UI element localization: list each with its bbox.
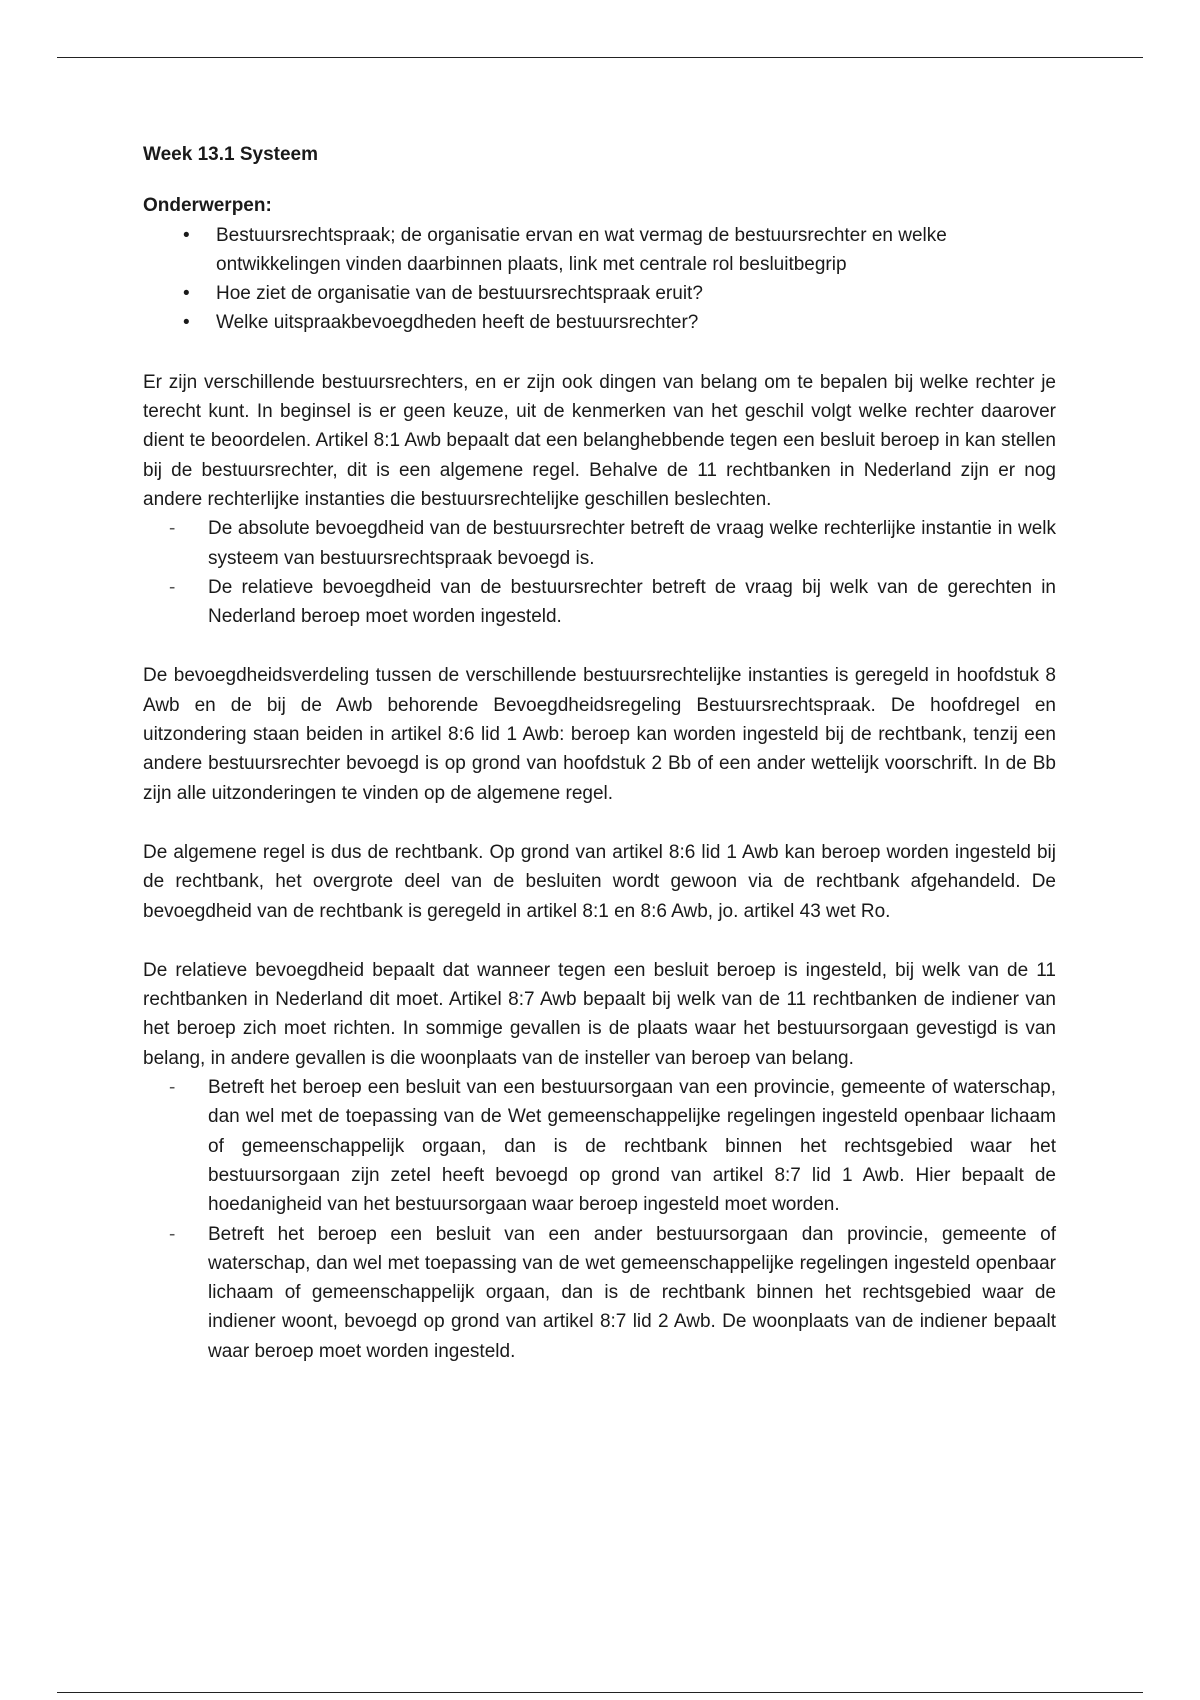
competence-list [143,514,1056,631]
dash-icon: - [169,1223,176,1245]
topic-text: Welke uitspraakbevoegdheden heeft de bestuursrechter? [216,312,699,334]
dash-icon: - [169,576,176,598]
footer-rule [57,1692,1143,1693]
paragraph: De relatieve bevoegdheid bepaalt dat wanneer tegen een besluit beroep is ingesteld, bij welk van de 11 rechtbanken in Nederland dit moet. Artikel 8:7 Awb bepaalt bij welk van de 11 rechtbanken de indiener van het beroep zich moet richten. In sommige gevallen is de plaats waar het bestuursorgaan gevestigd is van belang, in andere gevallen is die woonplaats van de insteller van beroep van belang. [143,959,1056,1069]
relative-competence-list [143,1073,1056,1366]
topics-heading: Onderwerpen: [143,195,272,217]
topics-list [143,221,1056,338]
list-item [143,1220,1056,1366]
document-body [143,140,1056,1366]
topic-text: Hoe ziet de organisatie van de bestuursrechtspraak eruit? [216,283,703,305]
dash-icon: - [169,1077,176,1099]
list-item [143,514,1056,573]
list-item [143,279,1056,308]
list-item-text: De relatieve bevoegdheid van de bestuursrechter betreft de vraag bij welk van de gerechten in Nederland beroep moet worden ingesteld. [208,576,1056,628]
bullet-icon: • [183,283,190,305]
paragraph: De bevoegdheidsverdeling tussen de verschillende bestuursrechtelijke instanties is geregeld in hoofdstuk 8 Awb en de bij de Awb behorende Bevoegdheidsregeling Bestuursrechtspraak. De hoofdregel en uitzondering staan beiden in artikel 8:6 lid 1 Awb: beroep kan worden ingesteld bij de rechtbank, tenzij een andere bestuursrechter bevoegd is op grond van hoofdstuk 2 Bb of een ander wettelijk voorschrift. In de Bb zijn alle uitzonderingen te vinden op de algemene regel. [143,665,1056,804]
dash-icon: - [169,518,176,540]
list-item [143,308,1056,337]
list-item [143,573,1056,632]
list-item [143,1073,1056,1219]
list-item-text: De absolute bevoegdheid van de bestuursrechter betreft de vraag welke rechterlijke instantie in welk systeem van bestuursrechtspraak bevoegd is. [208,518,1056,569]
paragraph: De algemene regel is dus de rechtbank. Op grond van artikel 8:6 lid 1 Awb kan beroep worden ingesteld bij de rechtbank, het overgrote deel van de besluiten wordt gewoon via de rechtbank afgehandeld. De bevoegdheid van de rechtbank is geregeld in artikel 8:1 en 8:6 Awb, jo. artikel 43 wet Ro. [143,841,1056,922]
bullet-icon: • [183,312,190,334]
bullet-icon: • [183,224,190,246]
paragraph: Er zijn verschillende bestuursrechters, en er zijn ook dingen van belang om te bepalen bij welke rechter je terecht kunt. In beginsel is er geen keuze, uit de kenmerken van het geschil volgt welke rechter daarover dient te beoordelen. Artikel 8:1 Awb bepaalt dat een belanghebbende tegen een besluit beroep in kan stellen bij de bestuursrechter, dit is een algemene regel. Behalve de 11 rechtbanken in Nederland zijn er nog andere rechterlijke instanties die bestuursrechtelijke geschillen beslechten. [143,371,1056,510]
topic-text: Bestuursrechtspraak; de organisatie ervan en wat vermag de bestuursrechter en welke ontwikkelingen vinden daarbinnen plaats, link met centrale rol besluitbegrip [216,224,947,275]
list-item-text: Betreft het beroep een besluit van een ander bestuursorgaan dan provincie, gemeente of waterschap, dan wel met toepassing van de wet gemeenschappelijke regelingen ingesteld openbaar lichaam of gemeenschappelijk orgaan, dan is de rechtbank binnen het rechtsgebied waar de indiener woont, bevoegd op grond van artikel 8:7 lid 2 Awb. De woonplaats van de indiener bepaalt waar beroep moet worden ingesteld. [208,1223,1056,1362]
list-item-text: Betreft het beroep een besluit van een bestuursorgaan van een provincie, gemeente of waterschap, dan wel met de toepassing van de Wet gemeenschappelijke regelingen ingesteld openbaar lichaam of gemeenschappelijk orgaan, dan is de rechtbank binnen het rechtsgebied waar het bestuursorgaan zijn zetel heeft bevoegd op grond van artikel 8:7 lid 1 Awb. Hier bepaalt de hoedanigheid van het bestuursorgaan waar beroep ingesteld moet worden. [208,1077,1056,1216]
header-rule [57,57,1143,58]
list-item [143,221,1056,280]
page-title: Week 13.1 Systeem [143,144,318,165]
